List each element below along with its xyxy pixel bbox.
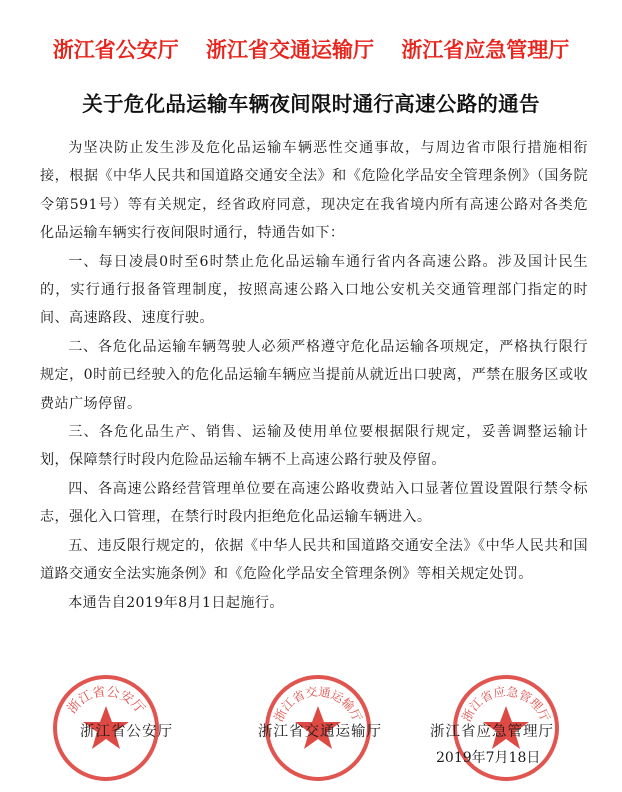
issuer-emergency-management: 浙江省应急管理厅 [401,38,570,62]
rule-paragraph-2: 二、各危化品运输车辆驾驶人必须严格遵守危化品运输各项规定，严格执行限行规定，0时前已经驶入的危化品运输车辆应当提前从就近出口驶离，严禁在服务区或收费站广场停留。 [40,338,588,412]
rule-paragraph-3: 三、各危化品生产、销售、运输及使用单位要根据限行规定，妥善调整运输计划，保障禁行时段内危险品运输车辆不上高速公路行驶及停留。 [40,424,588,469]
effective-date-paragraph: 本通告自2019年8月1日起施行。 [68,594,284,611]
issuer-transportation: 浙江省交通运输厅 [206,38,374,62]
notice-title: 关于危化品运输车辆夜间限时通行高速公路的通告 [82,92,540,116]
rule-paragraph-1: 一、每日凌晨0时至6时禁止危化品运输车通行省内各高速公路。涉及国计民生的，实行通行报备管理制度，按照高速公路入口地公安机关交通管理部门指定的时间、高速路段、速度行驶。 [40,253,588,327]
seal-transportation-text: 浙江省交通运输厅 [271,684,365,724]
seal-public-security-text: 浙江省公安厅 [64,684,148,717]
rule-paragraph-5: 五、违反限行规定的，依据《中华人民共和国道路交通安全法》《中华人民共和国道路交通安全法实施条例》和《危险化学品安全管理条例》等相关规定处罚。 [40,537,588,583]
signature-transportation: 浙江省交通运输厅 [258,724,382,740]
intro-paragraph: 为坚决防止发生涉及危化品运输车辆恶性交通事故，与周边省市限行措施相衔接，根据《中华人民共和国道路交通安全法》和《危险化学品安全管理条例》（国务院令第591号）等有关规定，经省政府同意，现决定在我省境内所有高速公路对各类危化品运输车辆实行夜间限时通行，特通告如下： [40,140,588,242]
signature-public-security: 浙江省公安厅 [80,724,173,740]
issue-date: 2019年7月18日 [436,750,541,766]
issuer-public-security: 浙江省公安厅 [52,38,179,62]
seal-emergency-management-text: 浙江省应急管理厅 [459,684,553,724]
signature-emergency-management: 浙江省应急管理厅 [430,724,554,740]
notice-body [40,134,588,617]
issuing-departments-header [0,34,622,64]
rule-paragraph-4: 四、各高速公路经营管理单位要在高速公路收费站入口显著位置设置限行禁令标志，强化入口管理，在禁行时段内拒绝危化品运输车辆进入。 [40,480,588,526]
